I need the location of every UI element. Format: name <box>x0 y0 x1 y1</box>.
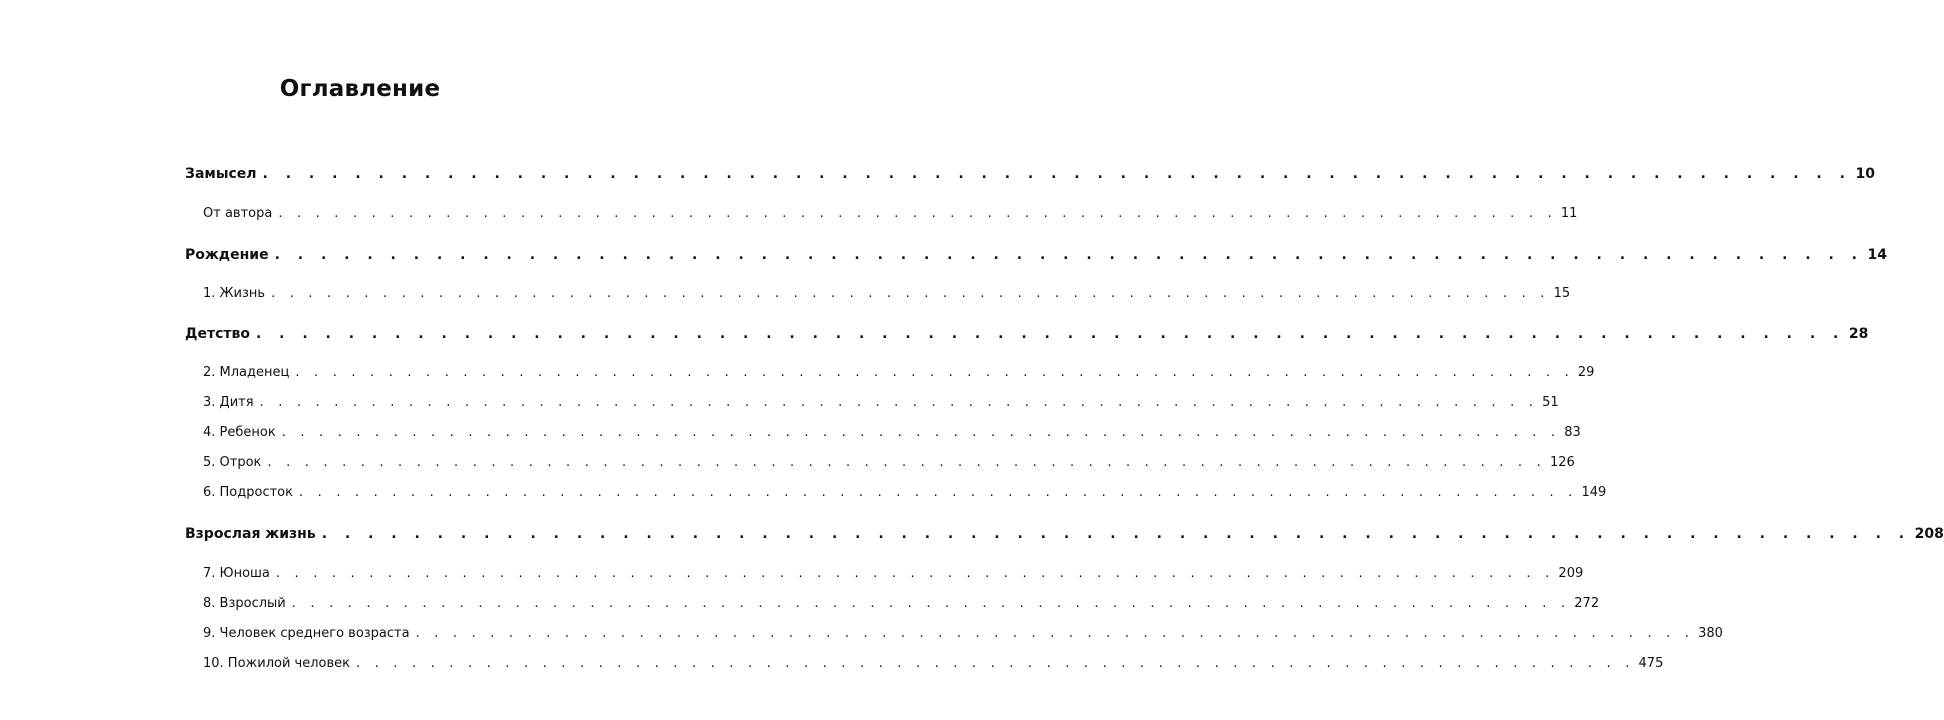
toc-section-title: Детство <box>185 326 250 342</box>
toc-section-row[interactable] <box>185 526 1944 542</box>
dot-leader: . . . . . . . . . . . . . . . . . . . . . . . . . . . . . . . . . . . . . . . . . . . . . . . . . . . . . . . . . . . . . . . . . . . . . <box>259 395 1539 410</box>
toc-chapter-title: 2. Младенец <box>203 365 290 380</box>
toc-page-number: 51 <box>1542 395 1559 410</box>
toc-chapter-title: 8. Взрослый <box>203 596 286 611</box>
toc-page-number: 272 <box>1574 596 1600 611</box>
toc-chapter-row[interactable] <box>203 455 1575 470</box>
toc-chapter-title: 6. Подросток <box>203 485 293 500</box>
toc-section-row[interactable] <box>185 247 1887 263</box>
toc-chapter-title: 3. Дитя <box>203 395 254 410</box>
dot-leader: . . . . . . . . . . . . . . . . . . . . . . . . . . . . . . . . . . . . . . . . . . . . . . . . . . . . . . . . . . . . . . . . . . . . . <box>356 656 1635 671</box>
toc-chapter-title: 7. Юноша <box>203 566 270 581</box>
page-title: Оглавление <box>279 76 441 102</box>
toc-chapter-row[interactable] <box>203 485 1607 500</box>
toc-chapter-row[interactable] <box>203 365 1595 380</box>
toc-page-number: 15 <box>1553 286 1571 301</box>
dot-leader: . . . . . . . . . . . . . . . . . . . . . . . . . . . . . . . . . . . . . . . . . . . . . . . . . . . . . . . . . . . . . . . . . . . . . <box>274 247 1864 263</box>
toc-page-number: 475 <box>1638 656 1664 671</box>
dot-leader: . . . . . . . . . . . . . . . . . . . . . . . . . . . . . . . . . . . . . . . . . . . . . . . . . . . . . . . . . . . . . . . . . . . . . <box>321 526 1911 542</box>
toc-page-number: 208 <box>1914 526 1944 542</box>
dot-leader: . . . . . . . . . . . . . . . . . . . . . . . . . . . . . . . . . . . . . . . . . . . . . . . . . . . . . . . . . . . . . . . . . . . . . <box>281 425 1561 440</box>
dot-leader: . . . . . . . . . . . . . . . . . . . . . . . . . . . . . . . . . . . . . . . . . . . . . . . . . . . . . . . . . . . . . . . . . . . . . <box>255 326 1845 342</box>
toc-chapter-title: 1. Жизнь <box>203 286 266 301</box>
dot-leader: . . . . . . . . . . . . . . . . . . . . . . . . . . . . . . . . . . . . . . . . . . . . . . . . . . . . . . . . . . . . . . . . . . . . . <box>262 166 1852 182</box>
toc-chapter-title: От автора <box>203 206 273 221</box>
toc-page-number: 126 <box>1549 455 1575 470</box>
toc-chapter-title: 10. Пожилой человек <box>203 656 350 671</box>
toc-page-number: 209 <box>1558 566 1584 581</box>
toc-chapter-title: 5. Отрок <box>203 455 262 470</box>
toc-section-row[interactable] <box>185 166 1875 182</box>
toc-section-title: Взрослая жизнь <box>185 526 316 542</box>
toc-chapter-row[interactable] <box>203 425 1581 440</box>
dot-leader: . . . . . . . . . . . . . . . . . . . . . . . . . . . . . . . . . . . . . . . . . . . . . . . . . . . . . . . . . . . . . . . . . . . . . <box>267 455 1546 470</box>
toc-chapter-row[interactable] <box>203 656 1664 671</box>
toc-chapter-row[interactable] <box>203 395 1559 410</box>
dot-leader: . . . . . . . . . . . . . . . . . . . . . . . . . . . . . . . . . . . . . . . . . . . . . . . . . . . . . . . . . . . . . . . . . . . . . <box>278 206 1557 221</box>
toc-chapter-row[interactable] <box>203 626 1723 641</box>
toc-page-number: 380 <box>1698 626 1723 641</box>
toc-page-number: 149 <box>1581 485 1607 500</box>
toc-page-number: 14 <box>1867 247 1887 263</box>
toc-chapter-row[interactable] <box>203 596 1600 611</box>
toc-page-number: 10 <box>1855 166 1875 182</box>
toc-chapter-row[interactable] <box>203 206 1578 221</box>
toc-section-title: Замысел <box>185 166 257 182</box>
toc-chapter-row[interactable] <box>203 566 1584 581</box>
toc-chapter-title: 4. Ребенок <box>203 425 276 440</box>
toc-page-number: 83 <box>1564 425 1581 440</box>
toc-page-number: 29 <box>1577 365 1595 380</box>
toc-section-title: Рождение <box>185 247 269 263</box>
dot-leader: . . . . . . . . . . . . . . . . . . . . . . . . . . . . . . . . . . . . . . . . . . . . . . . . . . . . . . . . . . . . . . . . . . . . . <box>295 365 1574 380</box>
dot-leader: . . . . . . . . . . . . . . . . . . . . . . . . . . . . . . . . . . . . . . . . . . . . . . . . . . . . . . . . . . . . . . . . . . . . . <box>298 485 1578 500</box>
toc-chapter-row[interactable] <box>203 286 1571 301</box>
toc-chapter-title: 9. Человек среднего возраста <box>203 626 410 641</box>
dot-leader: . . . . . . . . . . . . . . . . . . . . . . . . . . . . . . . . . . . . . . . . . . . . . . . . . . . . . . . . . . . . . . . . . . . . . <box>291 596 1571 611</box>
toc-page-number: 28 <box>1848 326 1869 342</box>
dot-leader: . . . . . . . . . . . . . . . . . . . . . . . . . . . . . . . . . . . . . . . . . . . . . . . . . . . . . . . . . . . . . . . . . . . . . <box>275 566 1555 581</box>
dot-leader: . . . . . . . . . . . . . . . . . . . . . . . . . . . . . . . . . . . . . . . . . . . . . . . . . . . . . . . . . . . . . . . . . . . . . <box>271 286 1550 301</box>
dot-leader: . . . . . . . . . . . . . . . . . . . . . . . . . . . . . . . . . . . . . . . . . . . . . . . . . . . . . . . . . . . . . . . . . . . . . <box>415 626 1695 641</box>
toc-section-row[interactable] <box>185 326 1869 342</box>
toc-page-number: 11 <box>1560 206 1578 221</box>
